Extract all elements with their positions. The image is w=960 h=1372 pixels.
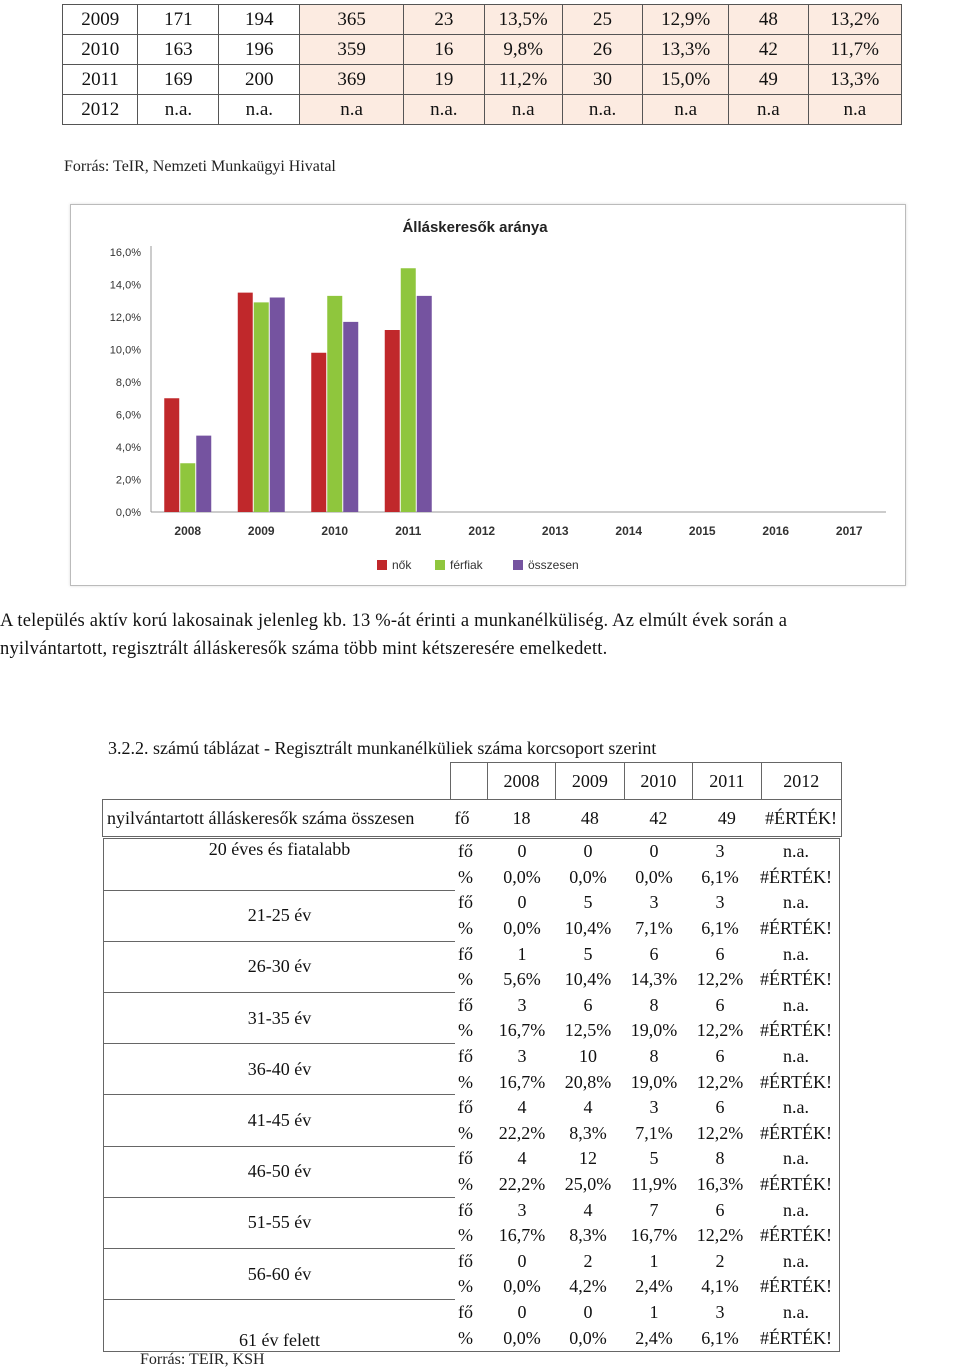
top-table-cell: n.a — [643, 95, 729, 125]
percent-value: 8,3% — [569, 1225, 607, 1246]
total-label: nyilvántartott álláskeresők száma összesen — [103, 800, 451, 837]
age-group-label: 21-25 év — [104, 890, 456, 941]
percent-value: 0,0% — [635, 866, 673, 887]
unit-cell: fő — [458, 1199, 473, 1220]
unit-cell: fő — [458, 1301, 473, 1322]
count-value: 8 — [649, 1046, 659, 1067]
count-value: 5 — [583, 892, 593, 913]
percent-value: 19,0% — [630, 1020, 678, 1041]
year-header: 2008 — [487, 763, 555, 800]
percent-value: 12,2% — [696, 1122, 744, 1143]
top-table-cell: 2009 — [63, 5, 138, 35]
percent-value: 2,4% — [635, 1276, 673, 1297]
x-tick-label: 2010 — [321, 524, 349, 538]
source-note-1: Forrás: TeIR, Nemzeti Munkaügyi Hivatal — [64, 158, 336, 175]
percent-value: 7,1% — [635, 918, 673, 939]
count-value: n.a. — [753, 1044, 840, 1070]
age-table-row — [104, 890, 840, 916]
bar-összesen — [270, 298, 285, 513]
chart-title: Álláskeresők aránya — [402, 219, 548, 236]
top-table-cell: 48 — [729, 5, 809, 35]
y-tick-label: 12,0% — [109, 312, 141, 324]
percent-value: 19,0% — [630, 1071, 678, 1092]
top-table-cell: 13,2% — [808, 5, 901, 35]
paragraph-line-1: A település aktív korú lakosainak jelenleg kb. 13 %-át érinti a munkanélküliség. Az elmúlt évek során a — [0, 611, 788, 631]
top-table-cell: 42 — [729, 35, 809, 65]
x-tick-label: 2009 — [247, 524, 275, 538]
count-value: 3 — [687, 839, 753, 865]
y-tick-label: 16,0% — [109, 247, 141, 259]
x-tick-label: 2011 — [395, 524, 422, 538]
top-table-cell: n.a — [808, 95, 901, 125]
age-group-label: 46-50 év — [104, 1146, 456, 1197]
count-value: 0 — [555, 839, 621, 865]
x-tick-label: 2015 — [688, 524, 716, 538]
unit-cell: % — [458, 1071, 473, 1092]
y-tick-label: 14,0% — [109, 279, 141, 292]
count-value: 0 — [489, 839, 555, 865]
count-value: 6 — [715, 1046, 725, 1067]
bar-nők — [311, 353, 326, 512]
top-table-cell: 13,5% — [484, 5, 562, 35]
top-table-cell: 49 — [729, 65, 809, 95]
count-value: 3 — [715, 892, 725, 913]
x-tick-label: 2012 — [468, 524, 496, 538]
year-header: 2010 — [624, 763, 692, 800]
top-table-cell: 15,0% — [643, 65, 729, 95]
percent-value: 12,5% — [564, 1020, 612, 1041]
percent-value: 0,0% — [503, 866, 541, 887]
top-table-cell: 9,8% — [484, 35, 562, 65]
unit-cell: % — [458, 1276, 473, 1297]
top-table-cell: 369 — [300, 65, 404, 95]
count-value: 5 — [649, 1148, 659, 1169]
count-value: 0 — [517, 1301, 527, 1322]
count-value: 0 — [583, 1301, 593, 1322]
total-value: #ÉRTÉK! — [761, 800, 841, 837]
percent-value: #ÉRTÉK! — [753, 1069, 840, 1095]
bar-nők — [238, 293, 253, 512]
percent-value: 12,2% — [696, 1225, 744, 1246]
top-table-row — [63, 65, 902, 95]
count-value: 4 — [583, 1199, 593, 1220]
unit-cell: % — [458, 866, 473, 887]
percent-value: #ÉRTÉK! — [753, 967, 840, 993]
bar-összesen — [196, 436, 211, 512]
top-table-cell: n.a. — [562, 95, 643, 125]
age-table-row — [104, 1300, 840, 1326]
y-tick-label: 10,0% — [109, 344, 141, 357]
age-table-row — [104, 1197, 840, 1223]
percent-value: 16,3% — [696, 1174, 744, 1195]
top-table-cell: n.a — [484, 95, 562, 125]
unit-cell: % — [455, 1325, 489, 1351]
top-table-cell: n.a. — [219, 95, 300, 125]
age-group-label: 31-35 év — [104, 993, 456, 1044]
unit-cell: fő — [458, 892, 473, 913]
percent-value: 0,0% — [555, 1325, 621, 1351]
age-table-row — [104, 993, 840, 1019]
top-table-cell: 23 — [404, 5, 485, 35]
age-group-table — [103, 838, 840, 1352]
top-table-cell: 194 — [219, 5, 300, 35]
top-table-body — [63, 5, 902, 125]
unit-cell: fő — [458, 1097, 473, 1118]
total-value: 42 — [624, 800, 692, 837]
age-group-label: 41-45 év — [104, 1095, 456, 1146]
x-tick-label: 2013 — [541, 524, 569, 538]
bar-összesen — [417, 296, 432, 512]
top-table-row — [63, 35, 902, 65]
percent-value: 25,0% — [564, 1174, 612, 1195]
y-tick-label: 0,0% — [115, 507, 141, 519]
percent-value: #ÉRTÉK! — [753, 1274, 840, 1300]
age-table-row — [104, 1146, 840, 1172]
percent-value: 2,4% — [621, 1325, 687, 1351]
years-row — [103, 763, 842, 800]
top-table-row — [63, 5, 902, 35]
bar-összesen — [343, 322, 358, 512]
count-value: 1 — [517, 943, 527, 964]
count-value: n.a. — [753, 1197, 840, 1223]
top-table-cell: 2012 — [63, 95, 138, 125]
unit-cell: fő — [458, 994, 473, 1015]
count-value: 3 — [715, 1301, 725, 1322]
count-value: 6 — [715, 994, 725, 1015]
percent-value: 0,0% — [503, 1276, 541, 1297]
percent-value: 22,2% — [498, 1174, 546, 1195]
age-group-label: 56-60 év — [104, 1249, 456, 1300]
count-value: 3 — [517, 994, 527, 1015]
count-value: 0 — [621, 839, 687, 865]
unit-cell: % — [458, 1122, 473, 1143]
unit-cell: fő — [458, 1046, 473, 1067]
year-header: 2009 — [556, 763, 624, 800]
age-table-body — [104, 839, 840, 1352]
table-caption: 3.2.2. számú táblázat - Regisztrált munkanélküliek száma korcsoport szerint — [108, 738, 657, 758]
count-value: n.a. — [753, 1300, 840, 1326]
legend-swatch — [513, 560, 523, 570]
x-tick-label: 2017 — [835, 524, 863, 538]
legend-swatch — [377, 560, 387, 570]
percent-value: 5,6% — [503, 969, 541, 990]
unit-cell: fő — [458, 1250, 473, 1271]
count-value: 4 — [583, 1097, 593, 1118]
total-value: 49 — [693, 800, 761, 837]
unit-cell: fő — [458, 943, 473, 964]
unit-cell: % — [458, 918, 473, 939]
year-header: 2011 — [693, 763, 761, 800]
bar-férfiak — [401, 268, 416, 512]
top-table-cell: 13,3% — [808, 65, 901, 95]
percent-value: #ÉRTÉK! — [753, 1121, 840, 1147]
percent-value: 11,9% — [631, 1174, 677, 1195]
unit-cell: % — [458, 1174, 473, 1195]
top-table-row — [63, 95, 902, 125]
top-table-cell: 16 — [404, 35, 485, 65]
count-value: 2 — [583, 1250, 593, 1271]
percent-value: #ÉRTÉK! — [753, 1172, 840, 1198]
count-value: 6 — [715, 1097, 725, 1118]
percent-value: 8,3% — [569, 1122, 607, 1143]
paragraph-line-2: nyilvántartott, regisztrált álláskeresők száma több mint kétszeresére emelkedett. — [0, 639, 608, 659]
count-value: 12 — [579, 1148, 597, 1169]
top-table-cell: 359 — [300, 35, 404, 65]
top-table-cell: 19 — [404, 65, 485, 95]
count-value: 3 — [517, 1046, 527, 1067]
percent-value: 0,0% — [489, 1325, 555, 1351]
top-table-cell: 163 — [138, 35, 219, 65]
percent-value: 16,7% — [498, 1225, 546, 1246]
count-value: n.a. — [753, 890, 840, 916]
age-group-label: 20 éves és fiatalabb — [104, 839, 456, 891]
top-table-cell: 2011 — [63, 65, 138, 95]
percent-value: 4,1% — [701, 1276, 739, 1297]
chart-canvas — [71, 205, 905, 585]
top-table-cell: 2010 — [63, 35, 138, 65]
top-table-cell: 200 — [219, 65, 300, 95]
count-value: 6 — [715, 1199, 725, 1220]
total-value: 48 — [556, 800, 624, 837]
top-table-cell: 30 — [562, 65, 643, 95]
top-data-table — [62, 4, 902, 125]
y-tick-label: 2,0% — [115, 474, 141, 487]
count-value: n.a. — [753, 1146, 840, 1172]
percent-value: 16,7% — [498, 1020, 546, 1041]
legend-swatch — [435, 560, 445, 570]
count-value: 1 — [649, 1250, 659, 1271]
age-table-row — [104, 1095, 840, 1121]
bar-nők — [385, 330, 400, 512]
age-table-row — [104, 1044, 840, 1070]
percent-value: 14,3% — [630, 969, 678, 990]
count-value: 4 — [517, 1097, 527, 1118]
total-value: 18 — [487, 800, 555, 837]
count-value: 2 — [715, 1250, 725, 1271]
count-value: 6 — [649, 943, 659, 964]
age-table-row — [104, 1249, 840, 1275]
year-header: 2012 — [761, 763, 841, 800]
count-value: 3 — [649, 892, 659, 913]
top-table-cell: n.a — [300, 95, 404, 125]
top-table-cell: 25 — [562, 5, 643, 35]
age-table-header — [102, 762, 842, 837]
top-table-cell: n.a. — [138, 95, 219, 125]
count-value: 6 — [715, 943, 725, 964]
count-value: 7 — [649, 1199, 659, 1220]
bar-nők — [164, 398, 179, 512]
top-table-cell: 196 — [219, 35, 300, 65]
legend-label: férfiak — [450, 558, 483, 572]
total-unit: fő — [451, 800, 488, 837]
count-value: n.a. — [753, 993, 840, 1019]
age-table-row — [104, 839, 840, 865]
percent-value: #ÉRTÉK! — [753, 1223, 840, 1249]
percent-value: #ÉRTÉK! — [753, 865, 840, 891]
y-tick-label: 8,0% — [115, 377, 141, 389]
unit-cell: fő — [458, 1148, 473, 1169]
legend-label: nők — [392, 558, 412, 572]
source-note-2: Forrás: TEIR, KSH — [140, 1351, 265, 1368]
top-table-cell: 26 — [562, 35, 643, 65]
percent-value: #ÉRTÉK! — [753, 1325, 840, 1351]
count-value: 3 — [649, 1097, 659, 1118]
percent-value: 22,2% — [498, 1122, 546, 1143]
count-value: n.a. — [753, 1095, 840, 1121]
percent-value: 0,0% — [503, 918, 541, 939]
count-value: 0 — [517, 892, 527, 913]
unit-cell: % — [458, 1225, 473, 1246]
percent-value: 12,2% — [696, 1071, 744, 1092]
top-table-cell: 13,3% — [643, 35, 729, 65]
percent-value: 10,4% — [564, 918, 612, 939]
count-value: 10 — [579, 1046, 597, 1067]
total-row — [103, 800, 842, 837]
top-table-cell: 11,7% — [808, 35, 901, 65]
percent-value: 12,2% — [696, 969, 744, 990]
unit-cell: % — [458, 969, 473, 990]
count-value: 1 — [649, 1301, 659, 1322]
age-group-label: 36-40 év — [104, 1044, 456, 1095]
x-tick-label: 2014 — [615, 524, 643, 538]
count-value: 5 — [583, 943, 593, 964]
percent-value: 6,1% — [687, 1325, 753, 1351]
age-group-label: 51-55 év — [104, 1197, 456, 1248]
count-value: 3 — [517, 1199, 527, 1220]
percent-value: 20,8% — [564, 1071, 612, 1092]
percent-value: 6,1% — [701, 918, 739, 939]
top-table-cell: n.a — [729, 95, 809, 125]
unit-cell: % — [458, 1020, 473, 1041]
bar-chart — [70, 204, 906, 586]
bar-férfiak — [327, 296, 342, 512]
count-value: 0 — [517, 1250, 527, 1271]
x-tick-label: 2016 — [762, 524, 790, 538]
age-group-label: 61 év felett — [104, 1300, 456, 1352]
bar-férfiak — [254, 302, 269, 512]
age-group-label: 26-30 év — [104, 941, 456, 992]
count-value: 4 — [517, 1148, 527, 1169]
y-tick-label: 4,0% — [115, 442, 141, 454]
unit-cell: fő — [455, 839, 489, 865]
percent-value: 4,2% — [569, 1276, 607, 1297]
percent-value: #ÉRTÉK! — [753, 916, 840, 942]
x-tick-label: 2008 — [174, 524, 202, 538]
percent-value: 0,0% — [569, 866, 607, 887]
count-value: 8 — [649, 994, 659, 1015]
count-value: n.a. — [753, 941, 840, 967]
top-table-cell: 171 — [138, 5, 219, 35]
percent-value: 7,1% — [635, 1122, 673, 1143]
percent-value: 16,7% — [630, 1225, 678, 1246]
top-table-cell: 11,2% — [484, 65, 562, 95]
y-tick-label: 6,0% — [115, 409, 141, 422]
count-value: n.a. — [753, 839, 840, 865]
top-table-cell: 365 — [300, 5, 404, 35]
count-value: 6 — [583, 994, 593, 1015]
percent-value: 12,2% — [696, 1020, 744, 1041]
percent-value: 6,1% — [701, 866, 739, 887]
top-table-cell: n.a. — [404, 95, 485, 125]
top-table-cell: 12,9% — [643, 5, 729, 35]
top-table-cell: 169 — [138, 65, 219, 95]
percent-value: 10,4% — [564, 969, 612, 990]
percent-value: #ÉRTÉK! — [753, 1018, 840, 1044]
age-table-row — [104, 941, 840, 967]
legend-label: összesen — [528, 558, 579, 572]
percent-value: 16,7% — [498, 1071, 546, 1092]
count-value: 8 — [715, 1148, 725, 1169]
count-value: n.a. — [753, 1249, 840, 1275]
bar-férfiak — [180, 463, 195, 512]
